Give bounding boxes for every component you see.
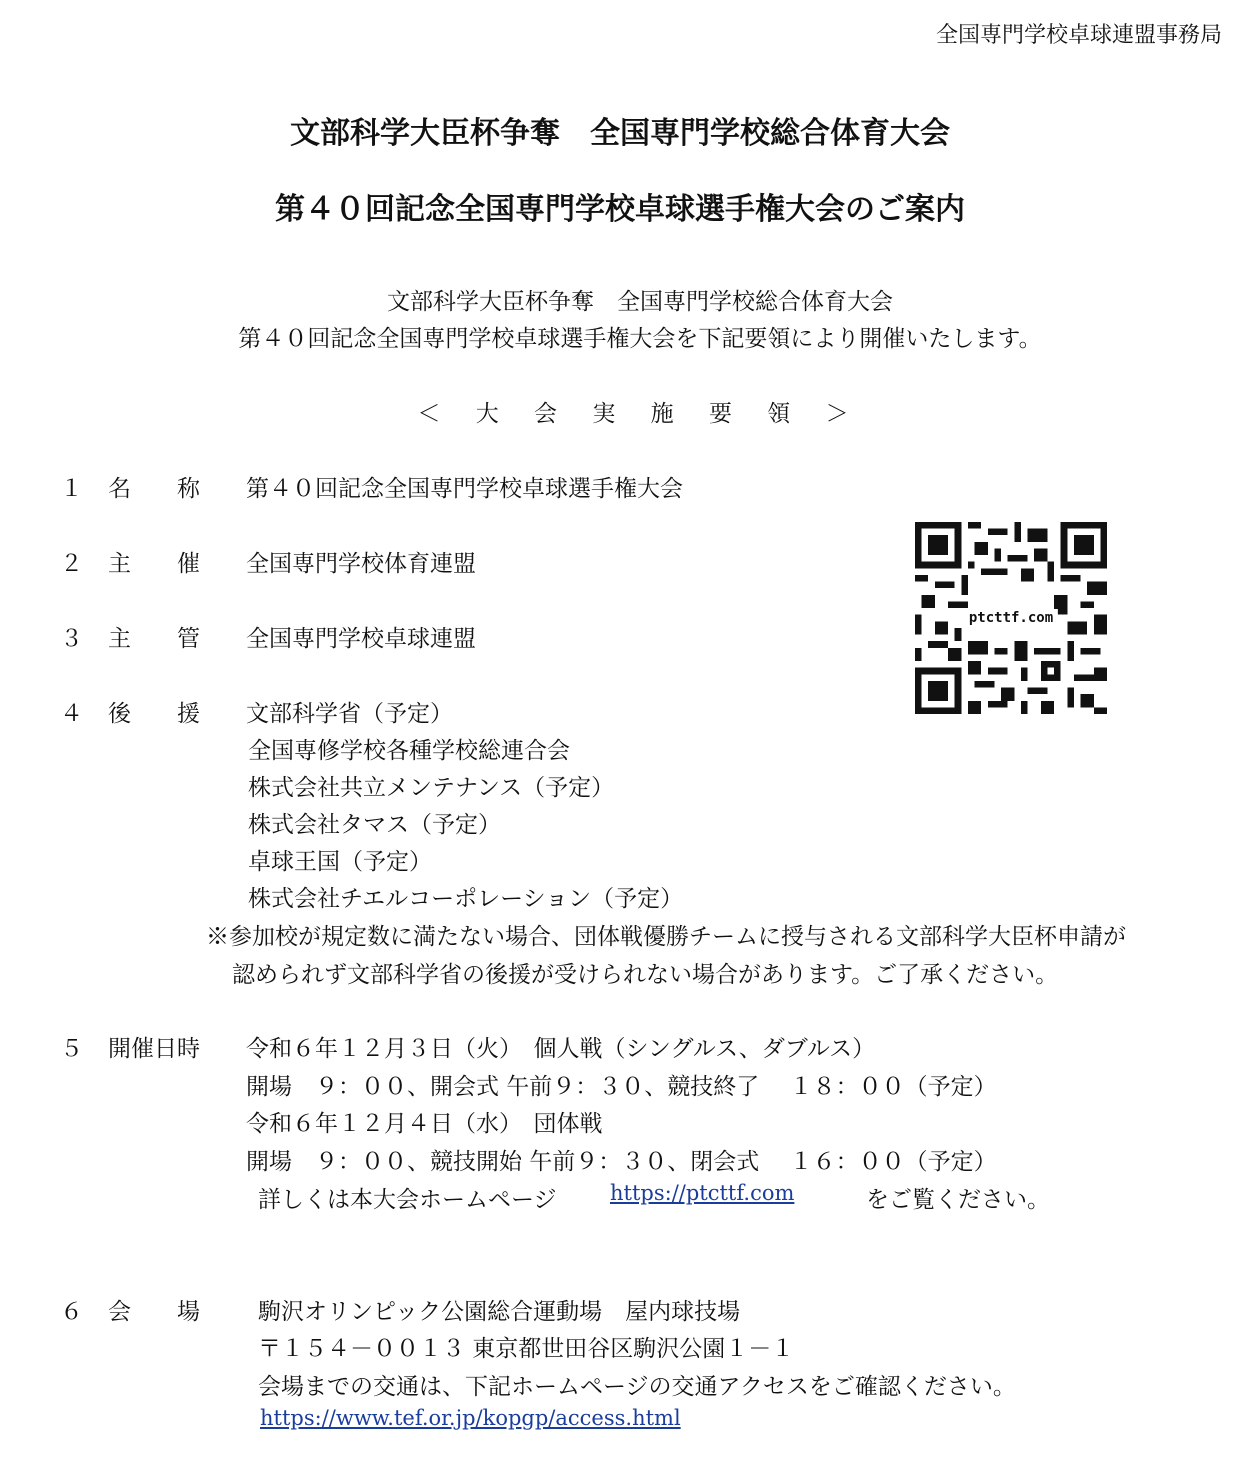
schedule-line: 開場 ９：００、開会式 午前９：３０、競技終了 １８：００（予定） <box>246 1074 997 1100</box>
support-line: 文部科学省（予定） <box>246 701 453 727</box>
item-venue-label: 会 場 <box>108 1299 200 1325</box>
homepage-link[interactable]: https://ptcttf.com <box>610 1181 795 1205</box>
venue-access-note: 会場までの交通は、下記ホームページの交通アクセスをご確認ください。 <box>258 1374 1016 1400</box>
item-schedule-label: 開催日時 <box>108 1036 200 1062</box>
homepage-suffix: をご覧ください。 <box>866 1187 1050 1213</box>
item-host-label: 主 催 <box>108 551 200 577</box>
support-note-line1: ※参加校が規定数に満たない場合、団体戦優勝チームに授与される文部科学大臣杯申請が <box>206 924 1126 950</box>
intro-line2: 第４０回記念全国専門学校卓球選手権大会を下記要領により開催いたします。 <box>238 326 1042 352</box>
support-line: 株式会社タマス（予定） <box>248 812 501 838</box>
item-schedule-number: ５ <box>60 1036 83 1062</box>
item-support-number: ４ <box>60 701 83 727</box>
qr-code-label: ptcttf.com <box>964 609 1058 627</box>
item-organizer-number: ３ <box>60 626 83 652</box>
support-line: 株式会社チエルコーポレーション（予定） <box>248 886 684 912</box>
support-line: 全国専修学校各種学校総連合会 <box>248 738 570 764</box>
section-heading: ＜ 大 会 実 施 要 領 ＞ <box>417 401 863 427</box>
venue-address: 〒１５４－００１３ 東京都世田谷区駒沢公園１－１ <box>258 1336 795 1362</box>
sender-name: 全国専門学校卓球連盟事務局 <box>935 23 1222 48</box>
item-host-value: 全国専門学校体育連盟 <box>246 551 476 577</box>
schedule-line: 開場 ９：００、競技開始 午前９：３０、閉会式 １６：００（予定） <box>246 1149 997 1175</box>
item-support-label: 後 援 <box>108 701 200 727</box>
homepage-prefix: 詳しくは本大会ホームページ <box>258 1187 557 1213</box>
venue-name: 駒沢オリンピック公園総合運動場 屋内球技場 <box>258 1299 741 1325</box>
intro-line1: 文部科学大臣杯争奪 全国専門学校総合体育大会 <box>387 289 893 315</box>
page-title-line2: 第４０回記念全国専門学校卓球選手権大会のご案内 <box>275 192 965 227</box>
item-name-label: 名 称 <box>108 476 200 502</box>
item-host-number: ２ <box>60 551 83 577</box>
schedule-line: 令和６年１２月３日（火） 個人戦（シングルス、ダブルス） <box>246 1036 876 1062</box>
support-line: 卓球王国（予定） <box>248 849 432 875</box>
item-organizer-label: 主 管 <box>108 626 200 652</box>
qr-code[interactable] <box>915 522 1107 714</box>
support-line: 株式会社共立メンテナンス（予定） <box>248 775 615 801</box>
item-organizer-value: 全国専門学校卓球連盟 <box>246 626 476 652</box>
support-note-line2: 認められず文部科学省の後援が受けられない場合があります。ご了承ください。 <box>232 962 1059 988</box>
item-venue-number: ６ <box>60 1299 83 1325</box>
schedule-line: 令和６年１２月４日（水） 団体戦 <box>246 1111 603 1137</box>
item-name-number: １ <box>60 476 83 502</box>
item-name-value: 第４０回記念全国専門学校卓球選手権大会 <box>246 476 683 502</box>
page-title-line1: 文部科学大臣杯争奪 全国専門学校総合体育大会 <box>290 116 950 151</box>
venue-access-link[interactable]: https://www.tef.or.jp/kopgp/access.html <box>260 1406 681 1430</box>
